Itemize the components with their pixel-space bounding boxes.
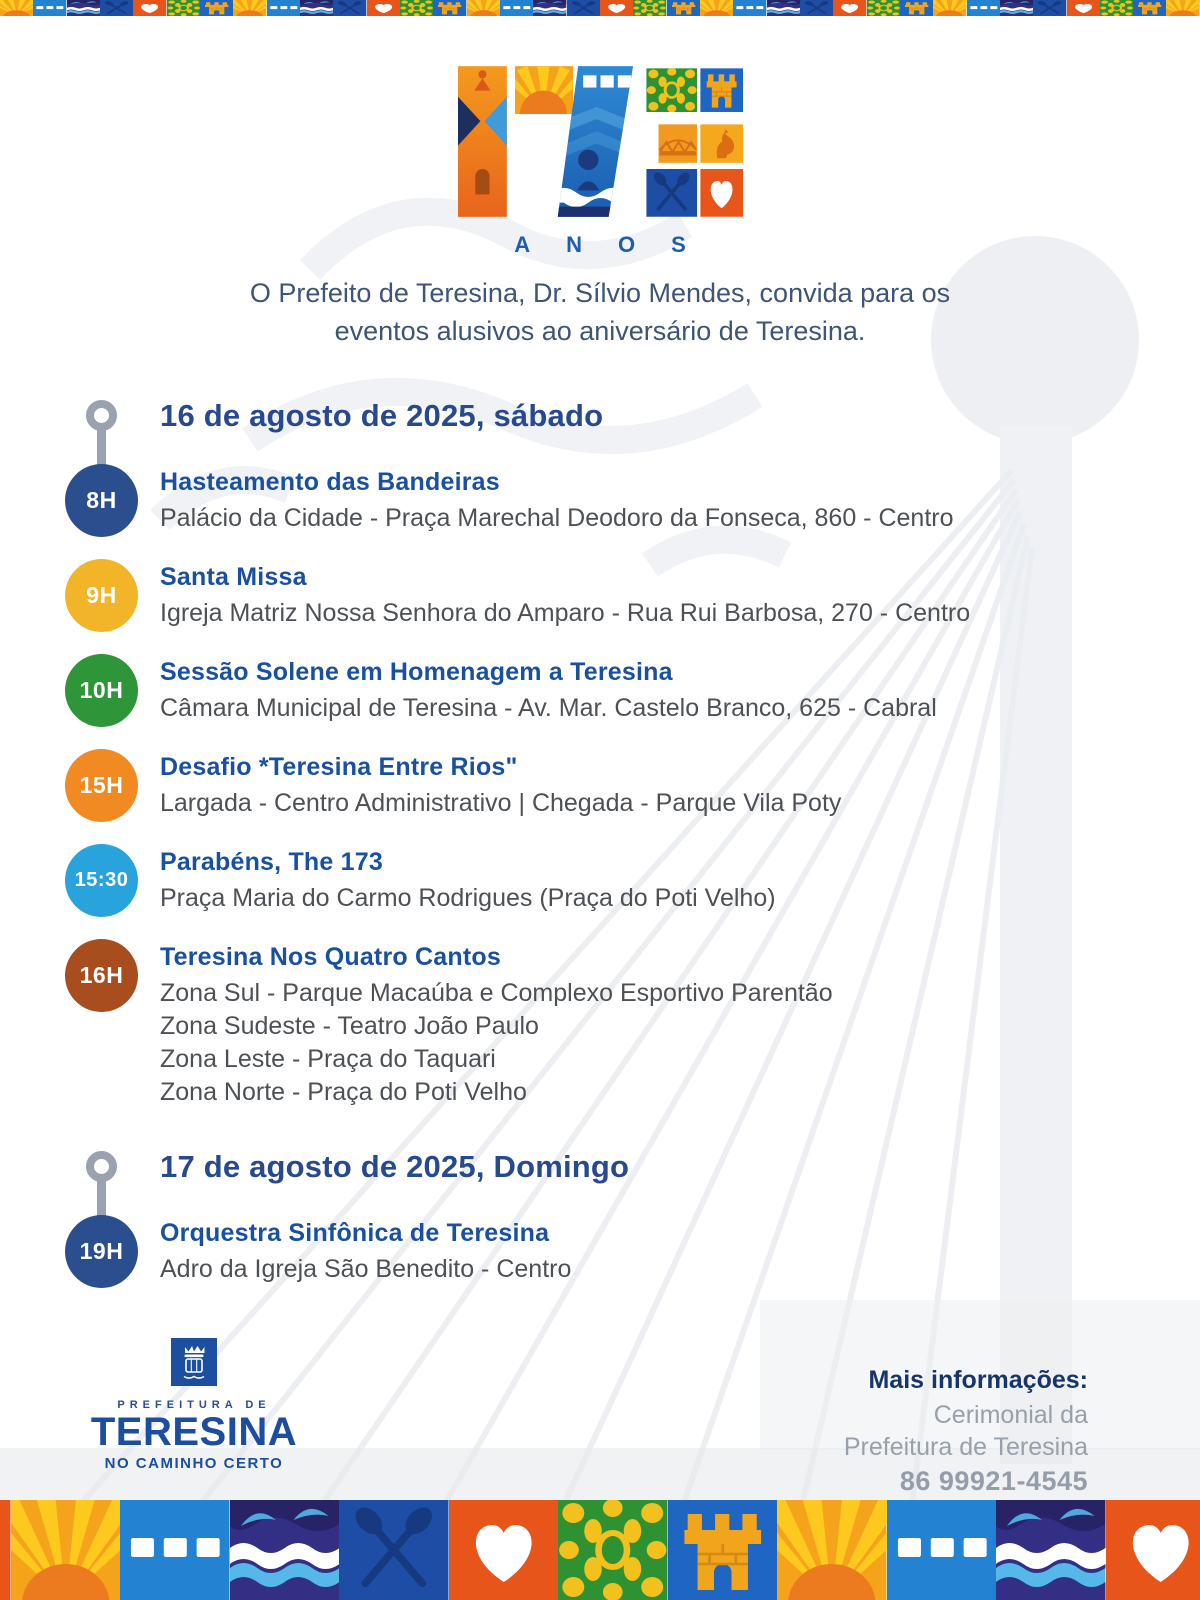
waves-tile-icon (230, 1500, 340, 1600)
intro-line-2: eventos alusivos ao aniversário de Teresina. (334, 316, 866, 346)
castle-tile-icon (700, 68, 743, 112)
time-badge: 9H (65, 559, 138, 632)
oars-tile-icon (333, 0, 366, 16)
info-line: Cerimonial da (933, 1401, 1088, 1429)
event-title: Orquestra Sinfônica de Teresina (160, 1219, 550, 1247)
heart-tile-icon (133, 0, 166, 16)
timeline-event (0, 749, 1200, 844)
sun-tile-icon (700, 0, 733, 16)
top-decorative-border (0, 0, 1200, 16)
heart-tile-icon (133, 0, 166, 16)
timeline-event (0, 654, 1200, 749)
waves-tile-icon (1000, 0, 1033, 16)
waves-tile-icon (996, 1500, 1106, 1600)
castle-tile-icon (667, 0, 700, 16)
timeline-event (0, 559, 1200, 654)
timeline-event (0, 464, 1200, 559)
digit-7-sun-tile (515, 66, 573, 114)
squares-tile-icon (267, 0, 300, 16)
phone-number: 86 99921-4545 (899, 1466, 1088, 1496)
sun-tile-icon (777, 1500, 887, 1600)
green-tile-icon (867, 0, 900, 16)
heart-tile-icon (449, 1500, 559, 1600)
event-body (160, 1215, 571, 1286)
heart-tile-icon (600, 0, 633, 16)
event-location: Zona Leste - Praça do Taquari (160, 1045, 496, 1073)
oars-tile-icon (646, 169, 697, 217)
time-badge-column (0, 1215, 160, 1286)
bottom-decorative-border (0, 1500, 1200, 1600)
green-tile-icon (167, 0, 200, 16)
pin-ring-icon (86, 400, 117, 431)
squares-tile-icon (267, 0, 300, 16)
sun-tile-icon (777, 1500, 887, 1600)
event-body (160, 939, 833, 1109)
event-title: Sessão Solene em Homenagem a Teresina (160, 658, 673, 686)
oars-tile-icon (100, 0, 133, 16)
oars-tile-icon (567, 0, 600, 16)
timeline-pin-icon (0, 398, 160, 434)
castle-tile-icon (1133, 0, 1166, 16)
heart-tile-icon (700, 169, 743, 217)
squares-tile-icon (500, 0, 533, 16)
heart-tile-icon (833, 0, 866, 16)
contact-info (844, 1338, 1088, 1497)
event-location: Zona Sudeste - Teatro João Paulo (160, 1012, 539, 1040)
heart-tile-icon (449, 1500, 559, 1600)
green-tile-icon (400, 0, 433, 16)
event-location: Praça Maria do Carmo Rodrigues (Praça do Poti Velho) (160, 884, 776, 912)
squares-tile-icon (967, 0, 1000, 16)
oars-tile-icon (567, 0, 600, 16)
squares-tile-icon (887, 1500, 997, 1600)
event-title: Parabéns, The 173 (160, 848, 383, 876)
day-heading-row (0, 398, 1200, 434)
green-tile-icon (558, 1500, 668, 1600)
event-location: Igreja Matriz Nossa Senhora do Amparo - Rua Rui Barbosa, 270 - Centro (160, 599, 971, 627)
heart-tile-icon (833, 0, 866, 16)
event-title: Hasteamento das Bandeiras (160, 468, 500, 496)
heart-tile-icon (600, 0, 633, 16)
sun-tile-icon (0, 0, 33, 16)
waves-tile-icon (533, 0, 566, 16)
green-tile-icon (167, 0, 200, 16)
teresina-wordmark: TERESINA (90, 1410, 298, 1454)
squares-tile-icon (33, 0, 66, 16)
logo-anos-label: ANOS (514, 232, 722, 257)
castle-tile-icon (1133, 0, 1166, 16)
sun-tile-icon (0, 0, 33, 16)
waves-tile-icon (230, 1500, 340, 1600)
green-tile-icon (633, 0, 666, 16)
oars-tile-icon (1033, 0, 1066, 16)
logo-block (0, 0, 1200, 258)
sun-tile-icon (11, 1500, 121, 1600)
time-badge: 19H (65, 1215, 138, 1288)
heart-tile-icon (1106, 1500, 1200, 1600)
heart-tile-icon (367, 0, 400, 16)
squares-tile-icon (33, 0, 66, 16)
event-location: Câmara Municipal de Teresina - Av. Mar. Castelo Branco, 625 - Cabral (160, 694, 937, 722)
pin-stem (97, 1180, 106, 1220)
castle-tile-icon (200, 0, 233, 16)
oars-tile-icon (339, 1500, 449, 1600)
waves-tile-icon (767, 0, 800, 16)
time-badge-column (0, 749, 160, 820)
squares-tile-icon (967, 0, 1000, 16)
prefeitura-logo (88, 1338, 300, 1472)
teresina-crest-icon (171, 1338, 217, 1386)
timeline-event (0, 939, 1200, 1133)
event-location: Adro da Igreja São Benedito - Centro (160, 1255, 572, 1283)
oars-tile-icon (333, 0, 366, 16)
waves-tile-icon (767, 0, 800, 16)
waves-tile-icon (67, 0, 100, 16)
waves-tile-icon (996, 1500, 1106, 1600)
castle-tile-icon (433, 0, 466, 16)
sun-tile-icon (1166, 0, 1199, 16)
castle-tile-icon (900, 0, 933, 16)
event-body (160, 464, 954, 535)
waves-tile-icon (67, 0, 100, 16)
sun-tile-icon (11, 1500, 121, 1600)
waves-tile-icon (300, 0, 333, 16)
event-body (160, 844, 776, 915)
bridge-tile-icon (658, 124, 697, 163)
squares-tile-icon (120, 1500, 230, 1600)
event-title: Teresina Nos Quatro Cantos (160, 943, 501, 971)
info-lines (844, 1399, 1088, 1463)
castle-tile-icon (900, 0, 933, 16)
heart-tile-icon (1067, 0, 1100, 16)
day-section (0, 1149, 1200, 1310)
event-body (160, 749, 841, 820)
event-title: Santa Missa (160, 563, 307, 591)
timeline-pin-icon (0, 1149, 160, 1185)
sun-tile-icon (467, 0, 500, 16)
oars-tile-icon (1033, 0, 1066, 16)
green-tile-icon (400, 0, 433, 16)
timeline-event (0, 1215, 1200, 1310)
event-title: Desafio *Teresina Entre Rios" (160, 753, 518, 781)
intro-line-1: O Prefeito de Teresina, Dr. Sílvio Mendes, convida para os (249, 278, 951, 308)
tagline: NO CAMINHO CERTO (104, 1455, 284, 1472)
event-location: Palácio da Cidade - Praça Marechal Deodoro da Fonseca, 860 - Centro (160, 504, 954, 532)
event-body (160, 559, 970, 630)
heart-tile-icon (0, 1500, 11, 1600)
waves-tile-icon (1000, 0, 1033, 16)
day-heading-row (0, 1149, 1200, 1185)
time-badge: 16H (65, 939, 138, 1012)
time-badge-column (0, 559, 160, 630)
oars-tile-icon (100, 0, 133, 16)
digit-3-tiles (646, 68, 743, 217)
oars-tile-icon (800, 0, 833, 16)
green-tile-icon (1100, 0, 1133, 16)
squares-tile-icon (733, 0, 766, 16)
horse-tile-icon (700, 124, 743, 163)
info-line: Prefeitura de Teresina (843, 1433, 1088, 1461)
sun-tile-icon (233, 0, 266, 16)
time-badge-column (0, 939, 160, 1109)
time-badge: 15H (65, 749, 138, 822)
day-section (0, 398, 1200, 1133)
sun-tile-icon (700, 0, 733, 16)
info-title: Mais informações: (868, 1366, 1088, 1394)
event-location: Zona Norte - Praça do Poti Velho (160, 1078, 527, 1106)
invitation-text (0, 274, 1200, 350)
sun-tile-icon (933, 0, 966, 16)
time-badge: 15:30 (65, 844, 138, 917)
logo-173-digits (458, 66, 743, 217)
time-badge: 8H (65, 464, 138, 537)
timeline-event (0, 844, 1200, 939)
sun-tile-icon (1166, 0, 1199, 16)
castle-tile-icon (668, 1500, 778, 1600)
castle-tile-icon (668, 1500, 778, 1600)
event-body (160, 654, 937, 725)
green-tile-icon (867, 0, 900, 16)
day-heading: 16 de agosto de 2025, sábado (160, 398, 604, 433)
green-tile-icon (558, 1500, 668, 1600)
event-location: Zona Sul - Parque Macaúba e Complexo Esportivo Parentão (160, 979, 833, 1007)
logo-173-icon (458, 66, 743, 222)
sun-tile-icon (467, 0, 500, 16)
pin-stem (97, 429, 106, 469)
castle-tile-icon (200, 0, 233, 16)
timeline (0, 398, 1200, 1310)
castle-tile-icon (433, 0, 466, 16)
pin-ring-icon (86, 1151, 117, 1182)
heart-tile-icon (367, 0, 400, 16)
oars-tile-icon (800, 0, 833, 16)
squares-tile-icon (887, 1500, 997, 1600)
green-tile-icon (1100, 0, 1133, 16)
event-location: Largada - Centro Administrativo | Chegada - Parque Vila Poty (160, 789, 842, 817)
day-heading: 17 de agosto de 2025, Domingo (160, 1149, 630, 1184)
castle-tile-icon (667, 0, 700, 16)
waves-tile-icon (300, 0, 333, 16)
squares-tile-icon (120, 1500, 230, 1600)
squares-tile-icon (733, 0, 766, 16)
footer (0, 1338, 1200, 1497)
prefeitura-de-label: PREFEITURA DE (117, 1399, 271, 1411)
heart-tile-icon (1067, 0, 1100, 16)
sun-tile-icon (233, 0, 266, 16)
time-badge-column (0, 654, 160, 725)
squares-tile-icon (500, 0, 533, 16)
heart-tile-icon (0, 1500, 11, 1600)
digit-1-church-tile (458, 66, 507, 217)
green-tile-icon (646, 68, 697, 113)
waves-tile-icon (533, 0, 566, 16)
green-tile-icon (633, 0, 666, 16)
oars-tile-icon (339, 1500, 449, 1600)
time-badge-column (0, 464, 160, 535)
time-badge: 10H (65, 654, 138, 727)
heart-tile-icon (1106, 1500, 1200, 1600)
time-badge-column (0, 844, 160, 915)
sun-tile-icon (933, 0, 966, 16)
